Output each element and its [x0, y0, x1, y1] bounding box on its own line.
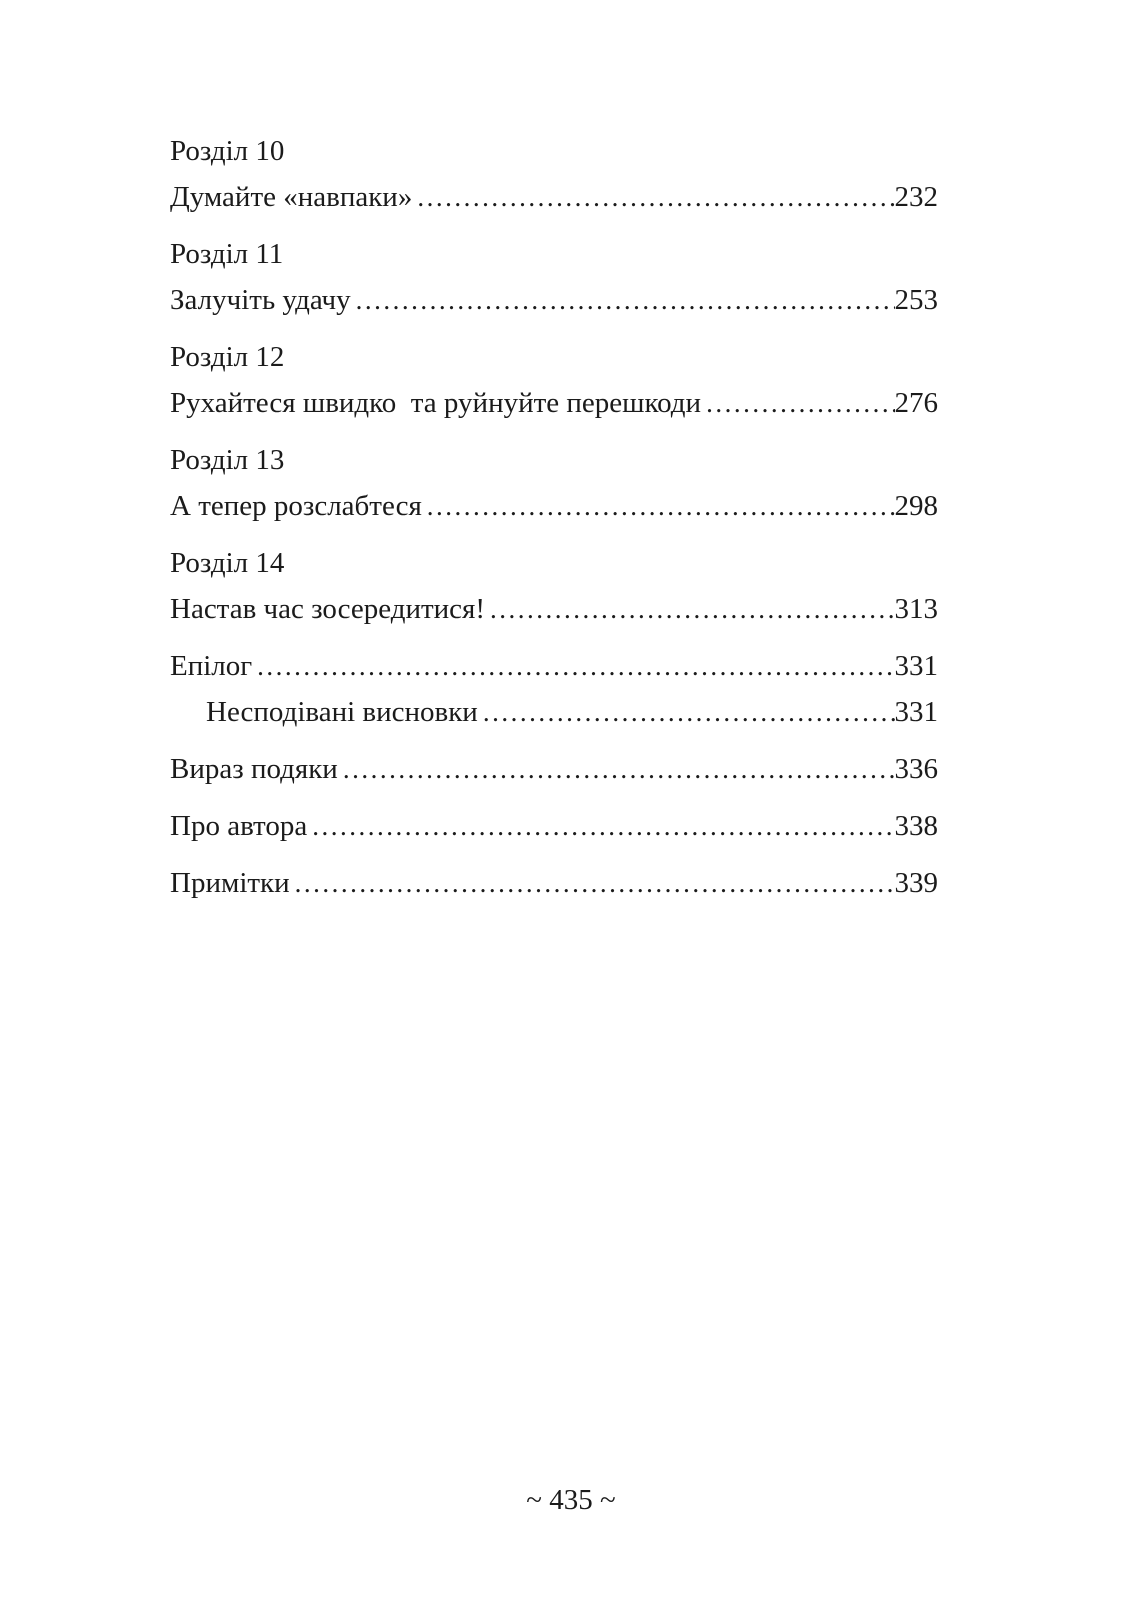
dot-leader: [485, 586, 894, 632]
entry-page-number: 253: [894, 284, 938, 316]
chapter-label: Розділ 12: [170, 341, 285, 373]
page-footer: [0, 1480, 1142, 1520]
toc-entry: [170, 643, 938, 689]
chapter-label: Розділ 11: [170, 238, 284, 270]
toc-entry: [170, 334, 938, 426]
entry-title: Про автора: [170, 810, 308, 842]
chapter-label: Розділ 10: [170, 135, 285, 167]
page-number-footer: ~ 435 ~: [526, 1484, 616, 1516]
toc-entry: [170, 231, 938, 323]
toc-subentry: [170, 689, 938, 735]
dot-leader: [478, 689, 895, 735]
toc-line: [170, 380, 938, 426]
entry-title: Рухайтеся швидко та руйнуйте перешкоди: [170, 387, 702, 419]
toc-line: [170, 643, 938, 689]
toc-entry: [170, 128, 938, 220]
toc-line: [170, 689, 938, 735]
toc-entry: [170, 437, 938, 529]
entry-title: Думайте «навпаки»: [170, 181, 413, 213]
entry-page-number: 232: [894, 181, 938, 213]
toc-entry: [170, 860, 938, 906]
entry-page-number: 331: [894, 696, 938, 728]
toc-line: [170, 586, 938, 632]
toc-line: [170, 803, 938, 849]
toc-entry: [170, 803, 938, 849]
dot-leader: [701, 380, 894, 426]
chapter-label: Розділ 13: [170, 444, 285, 476]
toc-entry: [170, 746, 938, 792]
entry-title: Настав час зосередитися!: [170, 593, 486, 625]
entry-page-number: 338: [894, 810, 938, 842]
dot-leader: [338, 746, 895, 792]
entry-page-number: 339: [894, 867, 938, 899]
toc-line: [170, 746, 938, 792]
entry-title: Епілог: [170, 650, 253, 682]
entry-page-number: 331: [894, 650, 938, 682]
toc-line: [170, 277, 938, 323]
chapter-label: Розділ 14: [170, 547, 285, 579]
entry-page-number: 276: [894, 387, 938, 419]
entry-title: А тепер розслабтеся: [170, 490, 422, 522]
dot-leader: [307, 803, 894, 849]
toc-entry: [170, 540, 938, 632]
entry-page-number: 298: [894, 490, 938, 522]
dot-leader: [412, 174, 894, 220]
dot-leader: [290, 860, 895, 906]
toc-line: [170, 860, 938, 906]
entry-title: Залучіть удачу: [170, 284, 351, 316]
entry-title: Примітки: [170, 867, 290, 899]
toc-line: [170, 174, 938, 220]
dot-leader: [351, 277, 895, 323]
toc-line: [170, 483, 938, 529]
entry-title: Несподівані висновки: [206, 696, 478, 728]
entry-page-number: 336: [894, 753, 938, 785]
dot-leader: [422, 483, 895, 529]
entry-title: Вираз подяки: [170, 753, 338, 785]
entry-page-number: 313: [894, 593, 938, 625]
dot-leader: [252, 643, 894, 689]
